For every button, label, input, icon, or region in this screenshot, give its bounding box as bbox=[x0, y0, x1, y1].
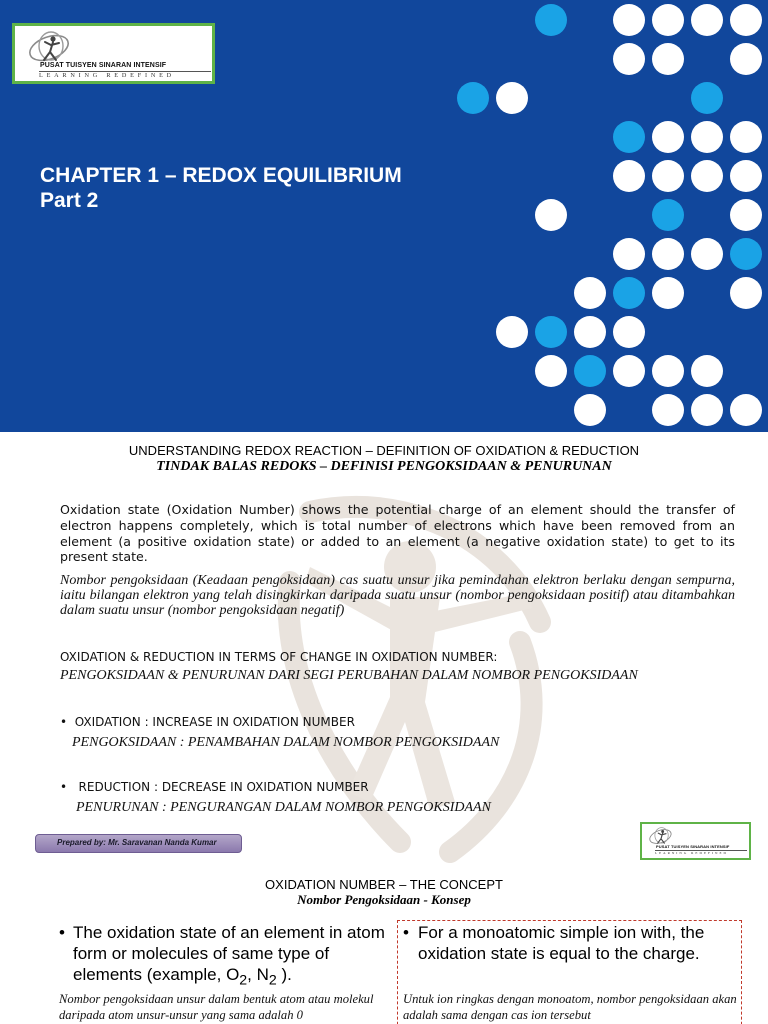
left-subscript-1: 2 bbox=[239, 972, 248, 989]
decorative-dot bbox=[652, 199, 684, 231]
decorative-dot bbox=[457, 82, 489, 114]
decorative-dot bbox=[613, 355, 645, 387]
decorative-dot bbox=[535, 199, 567, 231]
decorative-dot bbox=[691, 238, 723, 270]
decorative-dot bbox=[652, 160, 684, 192]
decorative-dot bbox=[613, 160, 645, 192]
decorative-dot bbox=[535, 316, 567, 348]
decorative-dot bbox=[574, 316, 606, 348]
decorative-dot bbox=[652, 394, 684, 426]
decorative-dot bbox=[730, 277, 762, 309]
logo-name: PUSAT TUISYEN SINARAN INTENSIF bbox=[40, 62, 167, 69]
author-footer bbox=[35, 834, 242, 853]
section-heading-ms: TINDAK BALAS REDOKS – DEFINISI PENGOKSIDAAN & PENURUNAN bbox=[156, 459, 612, 474]
decorative-dot bbox=[613, 277, 645, 309]
decorative-dot bbox=[535, 4, 567, 36]
logo-tagline: LEARNING REDEFINED bbox=[655, 850, 747, 855]
decorative-dot bbox=[691, 121, 723, 153]
concept-right-bullet bbox=[403, 922, 738, 964]
decorative-dot bbox=[691, 4, 723, 36]
concept-heading-ms: Nombor Pengoksidaan - Konsep bbox=[297, 892, 471, 907]
decorative-dot bbox=[496, 82, 528, 114]
decorative-dot bbox=[652, 43, 684, 75]
concept-left-ms: Nombor pengoksidaan unsur dalam bentuk atom atau molekul daripada atom unsur-unsur yang sama adalah 0 bbox=[59, 992, 374, 1022]
decorative-dot bbox=[730, 121, 762, 153]
bullet-dot-icon: • bbox=[60, 780, 79, 794]
decorative-dot bbox=[691, 355, 723, 387]
concept-right-text: For a monoatomic simple ion with, the oxidation state is equal to the charge. bbox=[418, 923, 705, 963]
bullet-reduction-en: REDUCTION : DECREASE IN OXIDATION NUMBER bbox=[78, 780, 369, 794]
decorative-dot bbox=[652, 355, 684, 387]
bullet-reduction-ms: PENURUNAN : PENGURANGAN DALAM NOMBOR PENGOKSIDAAN bbox=[76, 800, 491, 815]
left-text-mid: , N bbox=[247, 965, 269, 984]
decorative-dot-grid bbox=[0, 0, 768, 432]
decorative-dot bbox=[652, 121, 684, 153]
decorative-dot bbox=[613, 121, 645, 153]
bullet-oxidation-ms: PENGOKSIDAAN : PENAMBAHAN DALAM NOMBOR PENGOKSIDAAN bbox=[72, 735, 500, 750]
chapter-title: CHAPTER 1 – REDOX EQUILIBRIUM bbox=[40, 164, 402, 187]
concept-slide bbox=[0, 868, 768, 1024]
decorative-dot bbox=[691, 82, 723, 114]
decorative-dot bbox=[730, 160, 762, 192]
definition-paragraph-ms: Nombor pengoksidaan (Keadaan pengoksidaan) cas suatu unsur jika pemindahan elektron berlaku dengan sempurna, iaitu bilangan elektron yang telah disingkirkan daripada suatu unsur (nombor pengoksidaan positif) atau ditambahkan dalam suatu unsur (nombor pengoksidaan negatif) bbox=[60, 573, 735, 618]
bullet-reduction bbox=[60, 780, 369, 794]
left-text-post: ). bbox=[276, 965, 292, 984]
decorative-dot bbox=[730, 394, 762, 426]
decorative-dot bbox=[574, 355, 606, 387]
decorative-dot bbox=[652, 238, 684, 270]
bullet-dot-icon: • bbox=[60, 715, 75, 729]
decorative-dot bbox=[535, 355, 567, 387]
bullet-dot-icon: • bbox=[59, 923, 65, 942]
concept-left-bullet bbox=[59, 922, 399, 991]
decorative-dot bbox=[691, 160, 723, 192]
left-subscript-2: 2 bbox=[268, 972, 277, 989]
title-slide bbox=[0, 0, 768, 432]
decorative-dot bbox=[574, 277, 606, 309]
dot-pattern bbox=[457, 4, 762, 426]
decorative-dot bbox=[613, 4, 645, 36]
bullet-dot-icon: • bbox=[403, 923, 409, 942]
definition-paragraph-en: Oxidation state (Oxidation Number) shows the potential charge of an element should the transfer of electron happens completely, which is total number of electrons which have been removed from an element (a positive oxidation state) or added to an element (a negative oxidation state) to get to its present state. bbox=[60, 502, 735, 565]
decorative-dot bbox=[613, 316, 645, 348]
definition-slide bbox=[0, 432, 768, 866]
decorative-dot bbox=[613, 43, 645, 75]
logo-name: PUSAT TUISYEN SINARAN INTENSIF bbox=[656, 844, 730, 849]
decorative-dot bbox=[730, 199, 762, 231]
subheading-ms: PENGOKSIDAAN & PENURUNAN DARI SEGI PERUBAHAN DALAM NOMBOR PENGOKSIDAAN bbox=[60, 668, 638, 683]
concept-right-ms: Untuk ion ringkas dengan monoatom, nombor pengoksidaan akan adalah sama dengan cas ion tersebut bbox=[403, 992, 737, 1022]
bullet-oxidation bbox=[60, 715, 355, 729]
decorative-dot bbox=[730, 238, 762, 270]
chapter-subtitle: Part 2 bbox=[40, 189, 99, 212]
decorative-dot bbox=[730, 4, 762, 36]
subheading-en: OXIDATION & REDUCTION IN TERMS OF CHANGE IN OXIDATION NUMBER: bbox=[60, 650, 498, 664]
decorative-dot bbox=[613, 238, 645, 270]
decorative-dot bbox=[730, 43, 762, 75]
concept-heading-en: OXIDATION NUMBER – THE CONCEPT bbox=[265, 877, 503, 892]
left-text-pre: The oxidation state of an element in atom form or molecules of same type of elements (example, O bbox=[73, 923, 385, 984]
decorative-dot bbox=[574, 394, 606, 426]
decorative-dot bbox=[496, 316, 528, 348]
decorative-dot bbox=[652, 277, 684, 309]
bullet-oxidation-en: OXIDATION : INCREASE IN OXIDATION NUMBER bbox=[74, 715, 355, 729]
decorative-dot bbox=[652, 4, 684, 36]
logo-tagline: LEARNING REDEFINED bbox=[39, 71, 211, 79]
institute-logo-small bbox=[640, 822, 751, 860]
author-credit: Prepared by: Mr. Saravanan Nanda Kumar bbox=[57, 838, 217, 847]
decorative-dot bbox=[691, 394, 723, 426]
section-heading-en: UNDERSTANDING REDOX REACTION – DEFINITION OF OXIDATION & REDUCTION bbox=[128, 443, 640, 458]
concept-left-text bbox=[59, 922, 399, 991]
